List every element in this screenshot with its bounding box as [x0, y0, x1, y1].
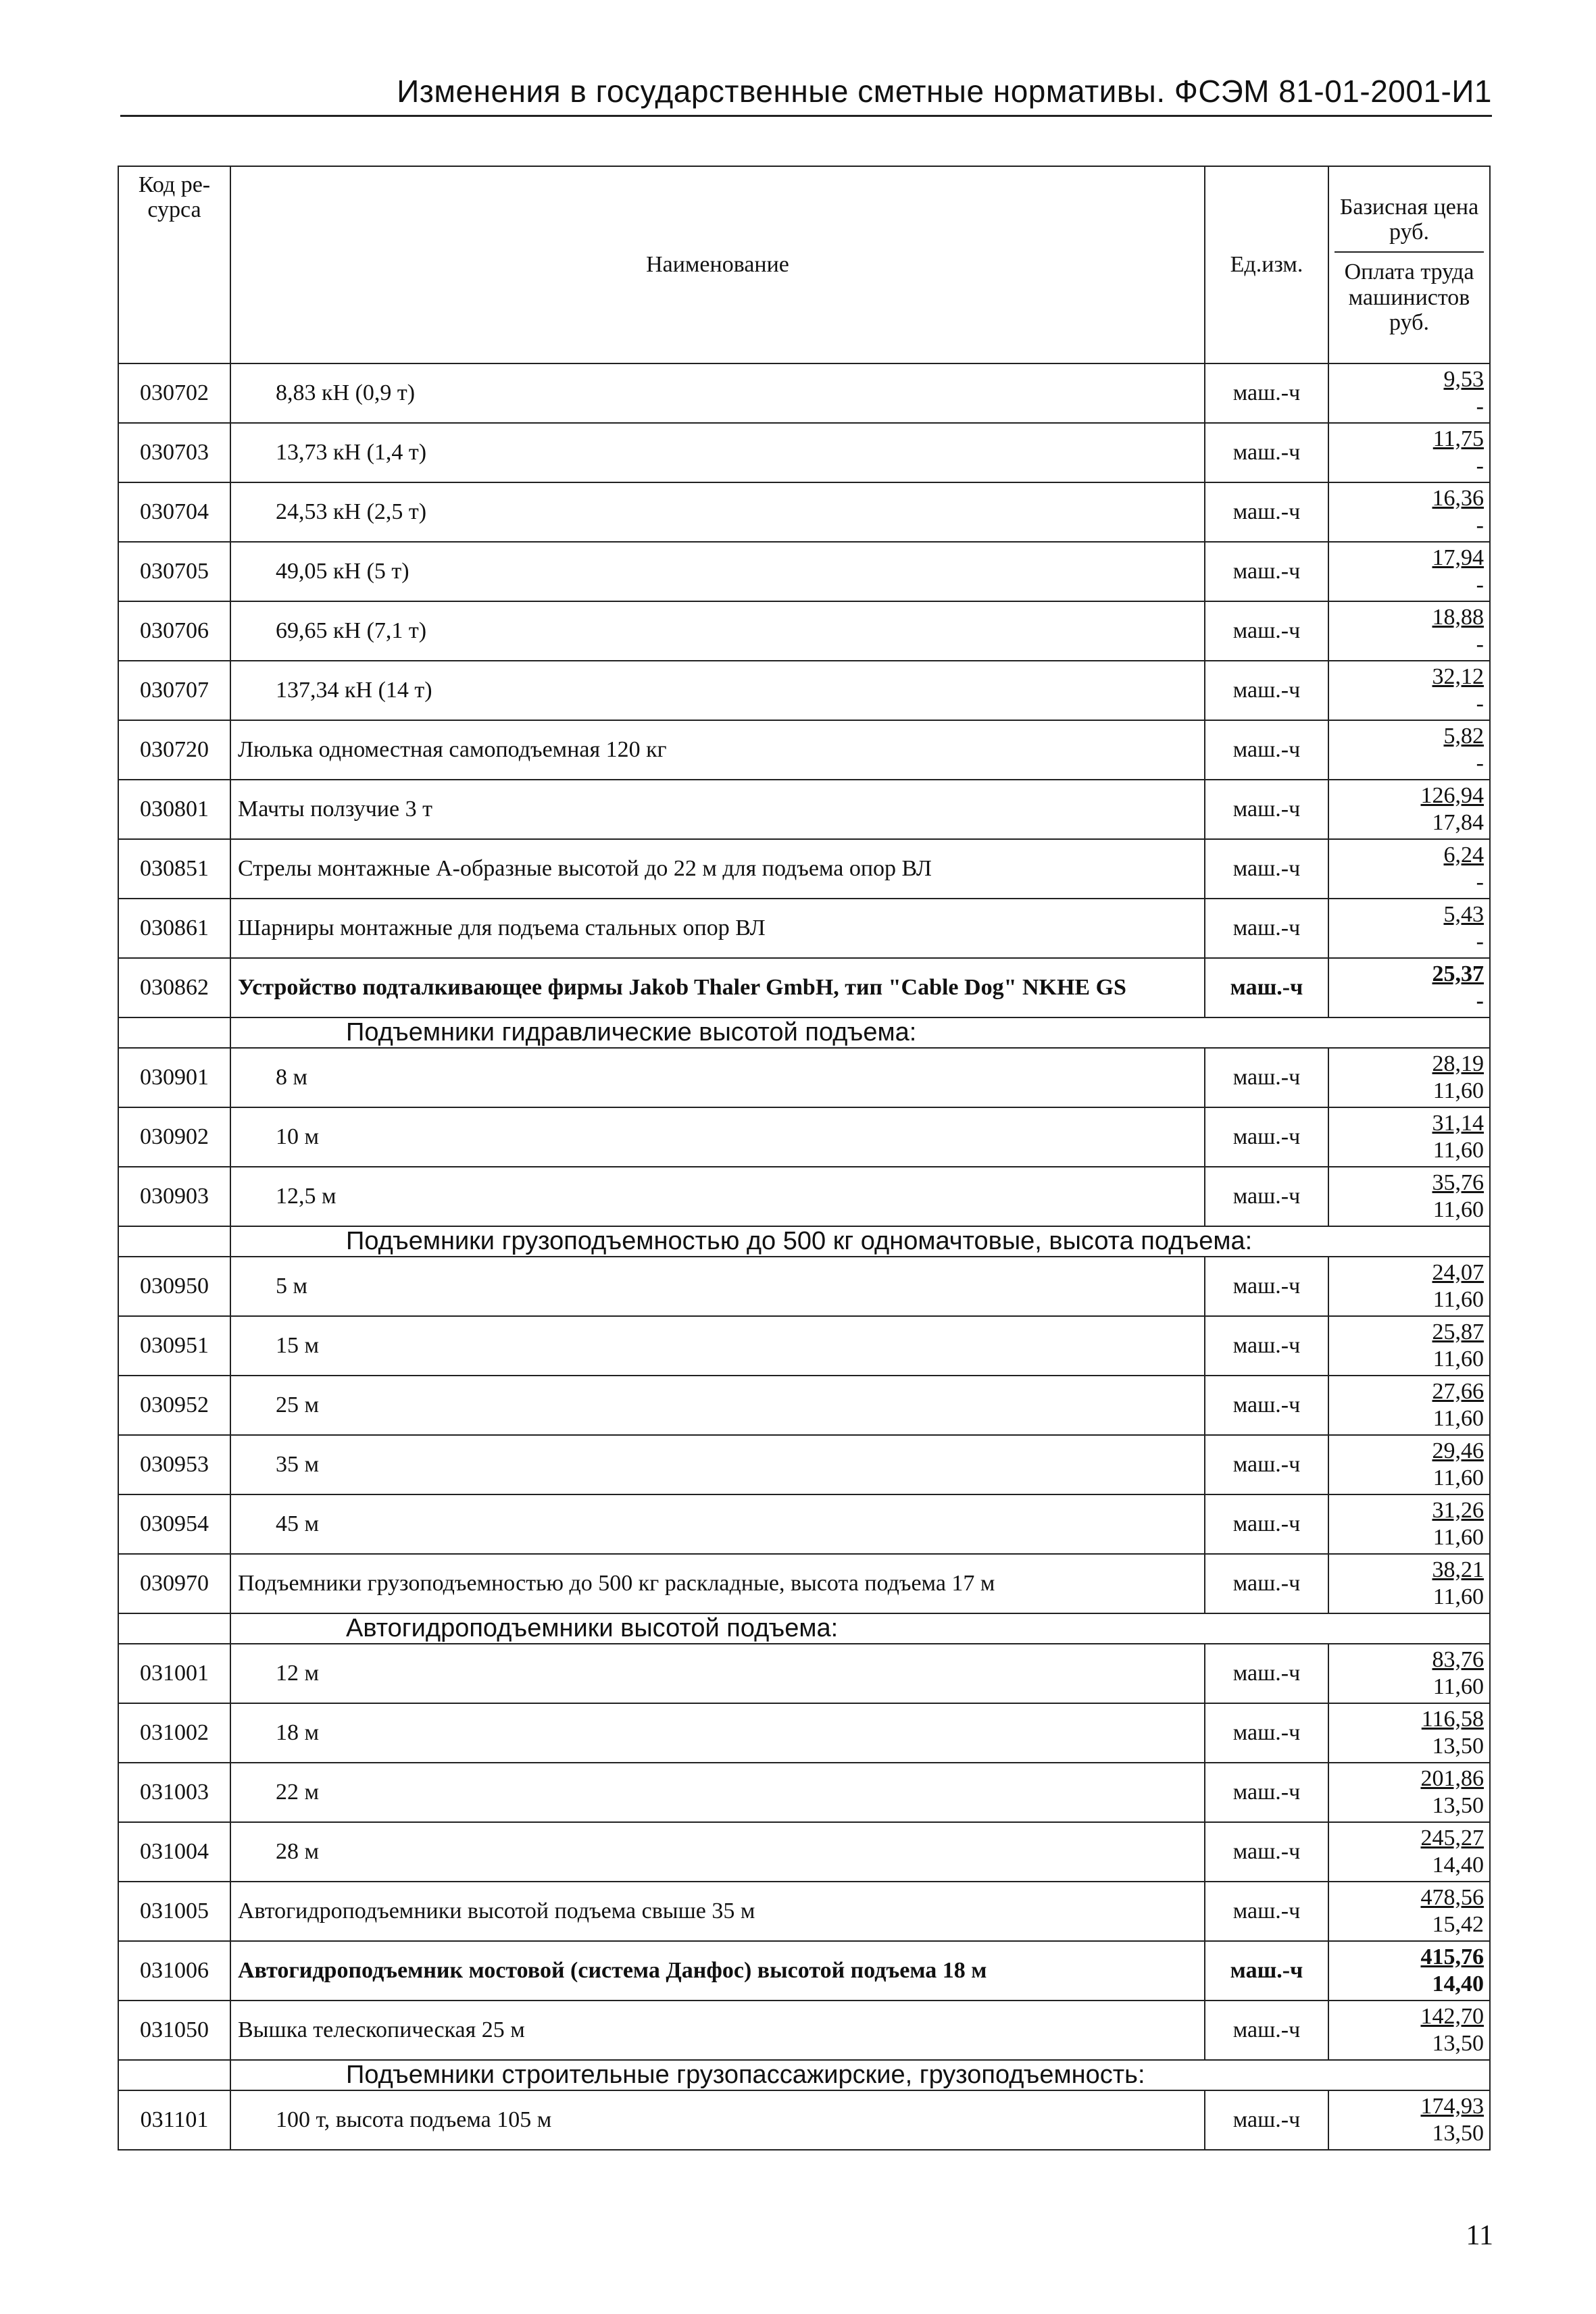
resource-name: 8,83 кН (0,9 т)	[230, 363, 1205, 423]
table-row	[118, 1316, 1490, 1376]
labor-price: -	[1476, 870, 1484, 895]
labor-price: -	[1476, 691, 1484, 716]
base-price: 245,27	[1420, 1826, 1484, 1851]
col-header-unit: Ед.изм.	[1205, 166, 1328, 363]
resource-price	[1328, 839, 1490, 899]
resource-unit: маш.-ч	[1205, 423, 1328, 482]
resource-price	[1328, 363, 1490, 423]
base-price: 31,14	[1432, 1111, 1484, 1136]
resource-code: 031005	[118, 1882, 230, 1941]
resource-name: Устройство подталкивающее фирмы Jakob Thaler GmbH, тип "Cable Dog" NKHE GS	[230, 958, 1205, 1017]
labor-price: -	[1476, 632, 1484, 657]
resource-price	[1328, 661, 1490, 720]
resource-price	[1328, 958, 1490, 1017]
base-price: 11,75	[1432, 426, 1484, 451]
resource-code: 030861	[118, 899, 230, 958]
table-row	[118, 780, 1490, 839]
resource-code: 030862	[118, 958, 230, 1017]
base-price: 31,26	[1432, 1498, 1484, 1523]
table-row	[118, 2001, 1490, 2060]
table-row	[118, 1167, 1490, 1226]
resource-name: Автогидроподъемники высотой подъема свыше 35 м	[230, 1882, 1205, 1941]
labor-price: 14,40	[1432, 1853, 1484, 1878]
resource-name: 13,73 кН (1,4 т)	[230, 423, 1205, 482]
header-title: Изменения в государственные сметные нормативы. ФСЭМ 81-01-2001-И1	[397, 74, 1492, 109]
table-row	[118, 601, 1490, 661]
resource-name: 18 м	[230, 1703, 1205, 1763]
resource-unit: маш.-ч	[1205, 1167, 1328, 1226]
resource-unit: маш.-ч	[1205, 1257, 1328, 1316]
resource-code: 030952	[118, 1376, 230, 1435]
labor-price: 11,60	[1432, 1406, 1484, 1431]
labor-price: 15,42	[1432, 1912, 1484, 1937]
table-row	[118, 720, 1490, 780]
resource-unit: маш.-ч	[1205, 1882, 1328, 1941]
resource-price	[1328, 1703, 1490, 1763]
base-price: 201,86	[1420, 1766, 1484, 1791]
resource-name: 8 м	[230, 1048, 1205, 1107]
resource-price	[1328, 2090, 1490, 2150]
base-price: 478,56	[1420, 1885, 1484, 1910]
table-row	[118, 1644, 1490, 1703]
resource-unit: маш.-ч	[1205, 899, 1328, 958]
table-row	[118, 1554, 1490, 1613]
resource-table	[118, 166, 1491, 2150]
labor-price: 17,84	[1432, 810, 1484, 835]
resource-unit: маш.-ч	[1205, 1494, 1328, 1554]
resource-unit: маш.-ч	[1205, 1107, 1328, 1167]
resource-code: 031101	[118, 2090, 230, 2150]
labor-price: 11,60	[1432, 1078, 1484, 1103]
resource-price	[1328, 780, 1490, 839]
labor-price: 14,40	[1432, 1971, 1484, 1996]
group-heading: Подъемники гидравлические высотой подъема:	[230, 1017, 1490, 1048]
resource-code: 031050	[118, 2001, 230, 2060]
table-row	[118, 958, 1490, 1017]
col-header-code: Код ре-сурса	[118, 166, 230, 363]
table-row	[118, 1107, 1490, 1167]
table-row	[118, 1882, 1490, 1941]
resource-code: 030950	[118, 1257, 230, 1316]
resource-name: 15 м	[230, 1316, 1205, 1376]
resource-unit: маш.-ч	[1205, 363, 1328, 423]
resource-code: 031006	[118, 1941, 230, 2001]
resource-name: 100 т, высота подъема 105 м	[230, 2090, 1205, 2150]
resource-code: 030801	[118, 780, 230, 839]
table-row	[118, 839, 1490, 899]
resource-code: 031003	[118, 1763, 230, 1822]
base-price: 415,76	[1420, 1944, 1484, 1969]
labor-price: -	[1476, 572, 1484, 597]
table-header-row	[118, 166, 1490, 363]
table-row	[118, 1822, 1490, 1882]
resource-code: 031001	[118, 1644, 230, 1703]
resource-code: 030901	[118, 1048, 230, 1107]
resource-name: Вышка телескопическая 25 м	[230, 2001, 1205, 2060]
labor-price: 13,50	[1432, 2121, 1484, 2146]
resource-code: 030953	[118, 1435, 230, 1494]
resource-unit: маш.-ч	[1205, 2090, 1328, 2150]
labor-price: 11,60	[1432, 1287, 1484, 1312]
base-price: 174,93	[1420, 2094, 1484, 2119]
resource-price	[1328, 720, 1490, 780]
labor-price: 11,60	[1432, 1138, 1484, 1163]
resource-price	[1328, 1822, 1490, 1882]
resource-unit: маш.-ч	[1205, 958, 1328, 1017]
labor-price: 11,60	[1432, 1674, 1484, 1699]
base-price: 116,58	[1421, 1707, 1484, 1732]
labor-price: -	[1476, 513, 1484, 538]
resource-price	[1328, 542, 1490, 601]
resource-price	[1328, 1316, 1490, 1376]
resource-name: 24,53 кН (2,5 т)	[230, 482, 1205, 542]
base-price: 9,53	[1443, 367, 1484, 392]
base-price: 25,87	[1432, 1319, 1484, 1344]
col-header-name: Наименование	[230, 166, 1205, 363]
resource-unit: маш.-ч	[1205, 839, 1328, 899]
resource-name: 12,5 м	[230, 1167, 1205, 1226]
resource-unit: маш.-ч	[1205, 780, 1328, 839]
resource-unit: маш.-ч	[1205, 661, 1328, 720]
resource-unit: маш.-ч	[1205, 601, 1328, 661]
resource-unit: маш.-ч	[1205, 1316, 1328, 1376]
resource-price	[1328, 1763, 1490, 1822]
resource-name: 10 м	[230, 1107, 1205, 1167]
table-row	[118, 1703, 1490, 1763]
labor-price: 11,60	[1432, 1347, 1484, 1372]
resource-price	[1328, 1257, 1490, 1316]
base-price: 35,76	[1432, 1170, 1484, 1195]
resource-name: 35 м	[230, 1435, 1205, 1494]
labor-price: 11,60	[1432, 1465, 1484, 1490]
resource-code: 030702	[118, 363, 230, 423]
base-price: 28,19	[1432, 1051, 1484, 1076]
resource-unit: маш.-ч	[1205, 1048, 1328, 1107]
table-row	[118, 899, 1490, 958]
resource-price	[1328, 1644, 1490, 1703]
page-header	[120, 68, 1492, 117]
resource-price	[1328, 482, 1490, 542]
group-code-cell	[118, 1226, 230, 1257]
resource-price	[1328, 1882, 1490, 1941]
base-price: 16,36	[1432, 486, 1484, 511]
resource-code: 030707	[118, 661, 230, 720]
resource-name: Стрелы монтажные А-образные высотой до 22 м для подъема опор ВЛ	[230, 839, 1205, 899]
resource-price	[1328, 1107, 1490, 1167]
col-header-price-base: Базисная цена руб.	[1335, 195, 1484, 253]
resource-name: Люлька одноместная самоподъемная 120 кг	[230, 720, 1205, 780]
base-price: 24,07	[1432, 1260, 1484, 1285]
resource-unit: маш.-ч	[1205, 1703, 1328, 1763]
resource-code: 030903	[118, 1167, 230, 1226]
resource-name: 45 м	[230, 1494, 1205, 1554]
resource-code: 030703	[118, 423, 230, 482]
resource-unit: маш.-ч	[1205, 482, 1328, 542]
group-code-cell	[118, 1017, 230, 1048]
base-price: 5,43	[1443, 902, 1484, 927]
table-row	[118, 1376, 1490, 1435]
col-header-price	[1328, 166, 1490, 363]
resource-price	[1328, 899, 1490, 958]
table-row	[118, 1257, 1490, 1316]
resource-name: 5 м	[230, 1257, 1205, 1316]
resource-code: 030705	[118, 542, 230, 601]
labor-price: -	[1476, 453, 1484, 478]
table-row	[118, 1941, 1490, 2001]
resource-code: 030970	[118, 1554, 230, 1613]
base-price: 32,12	[1432, 664, 1484, 689]
resource-code: 030954	[118, 1494, 230, 1554]
group-heading: Подъемники строительные грузопассажирские, грузоподъемность:	[230, 2060, 1490, 2090]
group-heading: Автогидроподъемники высотой подъема:	[230, 1613, 1490, 1644]
resource-name: Автогидроподъемник мостовой (система Данфос) высотой подъема 18 м	[230, 1941, 1205, 2001]
resource-unit: маш.-ч	[1205, 720, 1328, 780]
table-row	[118, 1494, 1490, 1554]
resource-name: 69,65 кН (7,1 т)	[230, 601, 1205, 661]
base-price: 18,88	[1432, 605, 1484, 630]
group-row	[118, 1226, 1490, 1257]
resource-name: Мачты ползучие 3 т	[230, 780, 1205, 839]
group-code-cell	[118, 2060, 230, 2090]
base-price: 29,46	[1432, 1438, 1484, 1463]
table-row	[118, 2090, 1490, 2150]
resource-name: Подъемники грузоподъемностью до 500 кг раскладные, высота подъема 17 м	[230, 1554, 1205, 1613]
resource-code: 030720	[118, 720, 230, 780]
resource-code: 030851	[118, 839, 230, 899]
resource-name: 22 м	[230, 1763, 1205, 1822]
base-price: 5,82	[1443, 724, 1484, 749]
resource-unit: маш.-ч	[1205, 542, 1328, 601]
resource-name: 49,05 кН (5 т)	[230, 542, 1205, 601]
resource-unit: маш.-ч	[1205, 1763, 1328, 1822]
labor-price: -	[1476, 929, 1484, 954]
page-number: 11	[1466, 2220, 1493, 2251]
resource-price	[1328, 1435, 1490, 1494]
group-row	[118, 1613, 1490, 1644]
labor-price: 11,60	[1432, 1584, 1484, 1609]
resource-unit: маш.-ч	[1205, 1554, 1328, 1613]
resource-price	[1328, 1376, 1490, 1435]
resource-name: 12 м	[230, 1644, 1205, 1703]
base-price: 27,66	[1432, 1379, 1484, 1404]
group-heading: Подъемники грузоподъемностью до 500 кг одномачтовые, высота подъема:	[230, 1226, 1490, 1257]
resource-unit: маш.-ч	[1205, 2001, 1328, 2060]
resource-unit: маш.-ч	[1205, 1376, 1328, 1435]
labor-price: -	[1476, 394, 1484, 419]
table-row	[118, 1763, 1490, 1822]
table-row	[118, 542, 1490, 601]
table-row	[118, 482, 1490, 542]
labor-price: -	[1476, 988, 1484, 1013]
resource-code: 030902	[118, 1107, 230, 1167]
resource-code: 031002	[118, 1703, 230, 1763]
base-price: 142,70	[1420, 2004, 1484, 2029]
group-code-cell	[118, 1613, 230, 1644]
resource-unit: маш.-ч	[1205, 1822, 1328, 1882]
table-row	[118, 661, 1490, 720]
labor-price: 11,60	[1432, 1197, 1484, 1222]
labor-price: 13,50	[1432, 1793, 1484, 1818]
resource-price	[1328, 1554, 1490, 1613]
group-row	[118, 1017, 1490, 1048]
labor-price: 13,50	[1432, 1734, 1484, 1759]
resource-name: Шарниры монтажные для подъема стальных опор ВЛ	[230, 899, 1205, 958]
resource-price	[1328, 1941, 1490, 2001]
col-header-price-labor: Оплата труда машинистов руб.	[1344, 259, 1474, 336]
base-price: 17,94	[1432, 545, 1484, 570]
resource-price	[1328, 1494, 1490, 1554]
base-price: 83,76	[1432, 1647, 1484, 1672]
resource-price	[1328, 2001, 1490, 2060]
labor-price: -	[1476, 751, 1484, 776]
base-price: 25,37	[1432, 961, 1484, 986]
table-row	[118, 1048, 1490, 1107]
resource-price	[1328, 423, 1490, 482]
table-body	[118, 166, 1490, 2150]
resource-unit: маш.-ч	[1205, 1941, 1328, 2001]
resource-unit: маш.-ч	[1205, 1644, 1328, 1703]
table-row	[118, 1435, 1490, 1494]
resource-code: 030706	[118, 601, 230, 661]
base-price: 126,94	[1420, 783, 1484, 808]
labor-price: 11,60	[1432, 1525, 1484, 1550]
group-row	[118, 2060, 1490, 2090]
resource-name: 28 м	[230, 1822, 1205, 1882]
table-row	[118, 363, 1490, 423]
base-price: 6,24	[1443, 842, 1484, 867]
resource-code: 031004	[118, 1822, 230, 1882]
resource-price	[1328, 1167, 1490, 1226]
base-price: 38,21	[1432, 1557, 1484, 1582]
resource-name: 25 м	[230, 1376, 1205, 1435]
resource-unit: маш.-ч	[1205, 1435, 1328, 1494]
resource-price	[1328, 601, 1490, 661]
resource-price	[1328, 1048, 1490, 1107]
resource-name: 137,34 кН (14 т)	[230, 661, 1205, 720]
resource-code: 030951	[118, 1316, 230, 1376]
table-row	[118, 423, 1490, 482]
labor-price: 13,50	[1432, 2031, 1484, 2056]
resource-code: 030704	[118, 482, 230, 542]
